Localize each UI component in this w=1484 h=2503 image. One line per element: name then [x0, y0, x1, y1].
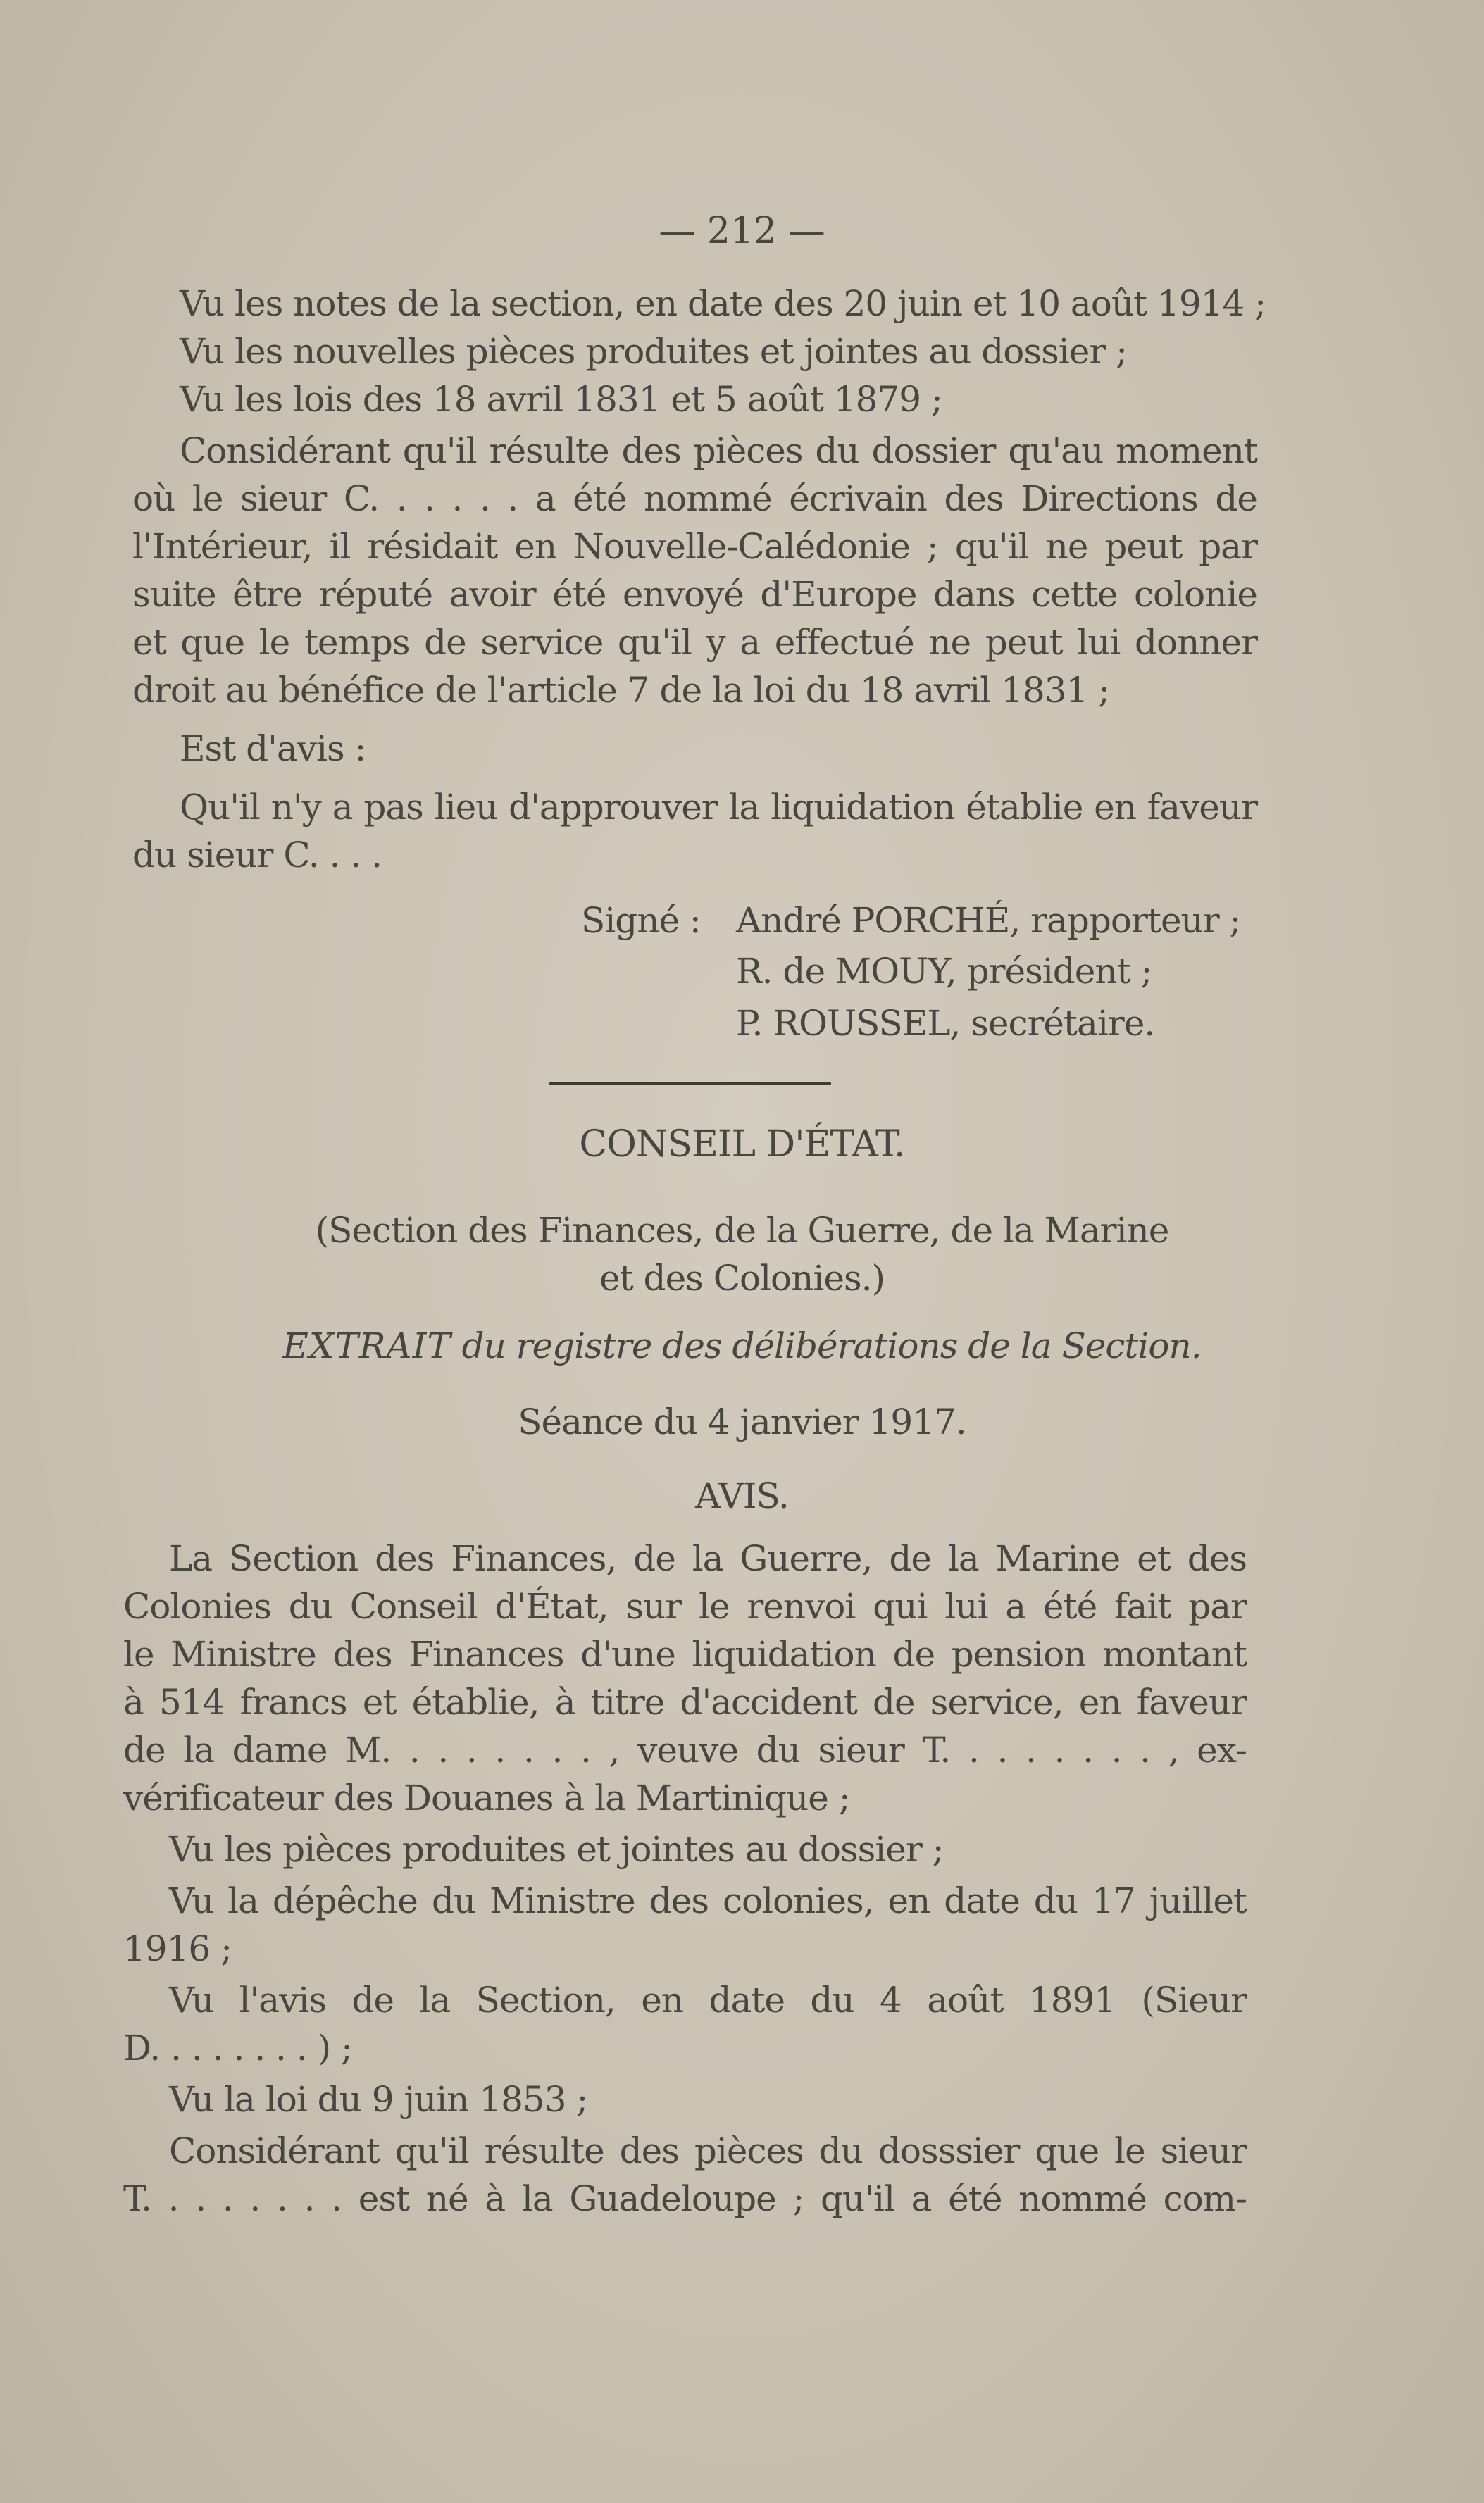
signe-label: Signé :: [581, 900, 701, 941]
text-line: et que le temps de service qu'il y a effectué ne peut lui donner: [132, 622, 1257, 663]
text-line: vérificateur des Douanes à la Martinique ;: [123, 1778, 850, 1818]
text-line: Vu les notes de la section, en date des 20 juin et 10 août 1914 ;: [180, 283, 1266, 324]
text-line: de la dame M. . . . . . . . , veuve du sieur T. . . . . . . . , ex-: [123, 1730, 1247, 1771]
heading-subtitle-2: et des Colonies.): [599, 1258, 885, 1299]
text-line: Vu la loi du 9 juin 1853 ;: [169, 2079, 588, 2120]
text-line: suite être réputé avoir été envoyé d'Europe dans cette colonie: [132, 574, 1257, 615]
signature-porche: André PORCHÉ, rapporteur ;: [736, 900, 1241, 941]
extrait-rest: du registre des délibérations de la Section.: [451, 1325, 1202, 1366]
extrait-word: EXTRAIT: [282, 1325, 451, 1366]
signature-mouy: R. de MOUY, président ;: [736, 951, 1152, 992]
text-line: Vu les pièces produites et jointes au dossier ;: [169, 1829, 944, 1870]
text-line: Vu les nouvelles pièces produites et jointes au dossier ;: [180, 331, 1127, 372]
text-line: Qu'il n'y a pas lieu d'approuver la liquidation établie en faveur: [180, 787, 1257, 828]
text-line: Considérant qu'il résulte des pièces du dosssier que le sieur: [169, 2130, 1247, 2171]
text-line: le Ministre des Finances d'une liquidation de pension montant: [123, 1634, 1247, 1675]
page-number: — 212 —: [659, 210, 825, 252]
text-line: Vu la dépêche du Ministre des colonies, en date du 17 juillet: [169, 1880, 1247, 1921]
heading-extrait: [0, 1325, 1484, 1366]
heading-subtitle-1: (Section des Finances, de la Guerre, de la Marine: [315, 1210, 1169, 1251]
heading-avis: AVIS.: [695, 1475, 789, 1516]
text-line: du sieur C. . . .: [132, 835, 382, 875]
text-line: 1916 ;: [123, 1928, 232, 1969]
text-line: Considérant qu'il résulte des pièces du dossier qu'au moment: [180, 430, 1257, 471]
text-line: La Section des Finances, de la Guerre, de la Marine et des: [169, 1538, 1247, 1579]
text-line: Vu l'avis de la Section, en date du 4 août 1891 (Sieur: [169, 1980, 1247, 2021]
text-line: Colonies du Conseil d'État, sur le renvoi qui lui a été fait par: [123, 1586, 1247, 1627]
divider-rule: [549, 1082, 831, 1085]
text-line: droit au bénéfice de l'article 7 de la loi du 18 avril 1831 ;: [132, 670, 1110, 711]
text-line: T. . . . . . . . est né à la Guadeloupe ; qu'il a été nommé com-: [123, 2178, 1247, 2219]
text-line: où le sieur C. . . . . . a été nommé écrivain des Directions de: [132, 478, 1257, 519]
heading-seance: Séance du 4 janvier 1917.: [518, 1402, 966, 1442]
text-line: à 514 francs et établie, à titre d'accident de service, en faveur: [123, 1682, 1247, 1723]
text-line: D. . . . . . . . ) ;: [123, 2028, 352, 2068]
text-line: Est d'avis :: [180, 728, 366, 769]
text-line: l'Intérieur, il résidait en Nouvelle-Calédonie ; qu'il ne peut par: [132, 526, 1257, 567]
text-line: Vu les lois des 18 avril 1831 et 5 août 1879 ;: [180, 379, 942, 420]
signature-roussel: P. ROUSSEL, secrétaire.: [736, 1003, 1155, 1044]
heading-title: CONSEIL D'ÉTAT.: [579, 1123, 905, 1166]
